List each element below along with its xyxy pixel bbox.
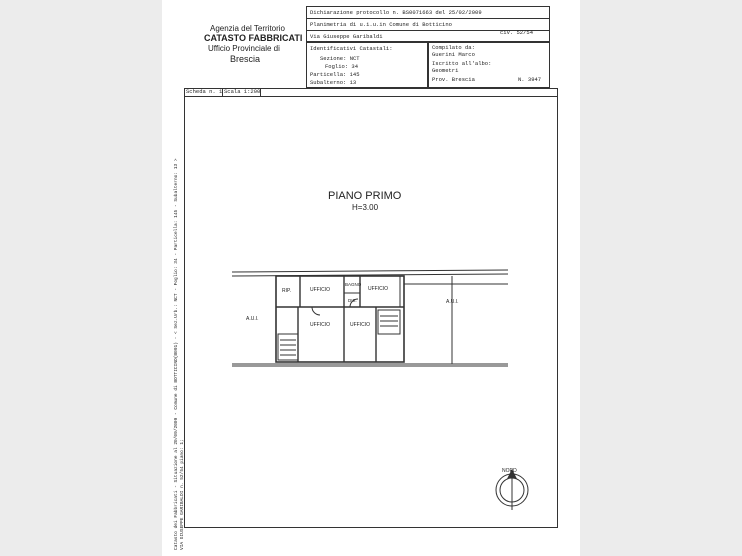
room-ufficio: UFFICIO [310, 322, 330, 328]
area-aui-right: A.U.I. [446, 299, 459, 305]
floor-title: PIANO PRIMO [328, 190, 402, 202]
room-ufficio: UFFICIO [310, 287, 330, 293]
room-ufficio: UFFICIO [350, 322, 370, 328]
identifier-subalterno: Subalterno: 13 [310, 79, 357, 86]
room-bagno: BAGNO [345, 282, 362, 287]
compiler-number: N. 3947 [518, 76, 542, 83]
agency-city: Brescia [230, 54, 261, 64]
sheet-number: Scheda n. 1 [186, 88, 223, 95]
north-label: NORD [502, 468, 517, 474]
compiler-profession: Geometri [432, 67, 459, 74]
identifiers-heading: Identificativi Catastali: [310, 45, 393, 52]
identifier-sezione: Sezione: NCT [320, 55, 360, 62]
sheet-scale: Scala 1:200 [224, 88, 261, 95]
compiler-name: Guerini Marco [432, 51, 475, 58]
north-arrow-icon [496, 470, 528, 510]
declaration-civic-number: civ. 52/54 [500, 29, 534, 36]
declaration-municipality: Planimetria di u.i.u.in Comune di Botticino [310, 21, 452, 28]
declaration-address: Via Giuseppe Garibaldi [310, 33, 383, 40]
floor-plan-drawing [162, 0, 580, 556]
identifier-particella: Particella: 145 [310, 71, 360, 78]
side-address-text: VIA GIUSEPPE GARIBALDI n. 52/54 piano: 1; [180, 439, 185, 550]
declaration-protocol: Dichiarazione protocollo n. BS0071663 del 25/02/2009 [310, 9, 482, 16]
agency-office: Ufficio Provinciale di [208, 44, 280, 53]
side-cadastral-text: Catasto dei Fabbricati - Situazione al 20/09/2009 - Comune di BOTTICINO(B091) - < Sez.Urb.: NCT - Foglio: 34 - Particella: 145 - Subalterno: 13 > [174, 158, 179, 550]
cadastral-sheet [162, 0, 580, 556]
floor-height: H=3.00 [352, 203, 379, 212]
room-dis: DIS. [348, 298, 357, 303]
agency-department: CATASTO FABBRICATI [204, 33, 303, 43]
compiler-province: Prov. Brescia [432, 76, 475, 83]
compiler-heading: Compilato da: [432, 44, 475, 51]
area-aui-left: A.U.I. [246, 316, 259, 322]
room-rip: RIP. [282, 288, 292, 294]
agency-name: Agenzia del Territorio [210, 24, 286, 33]
room-ufficio: UFFICIO [368, 286, 388, 292]
compiler-registered: Iscritto all'albo: [432, 60, 492, 67]
identifier-foglio: Foglio: 34 [325, 63, 359, 70]
